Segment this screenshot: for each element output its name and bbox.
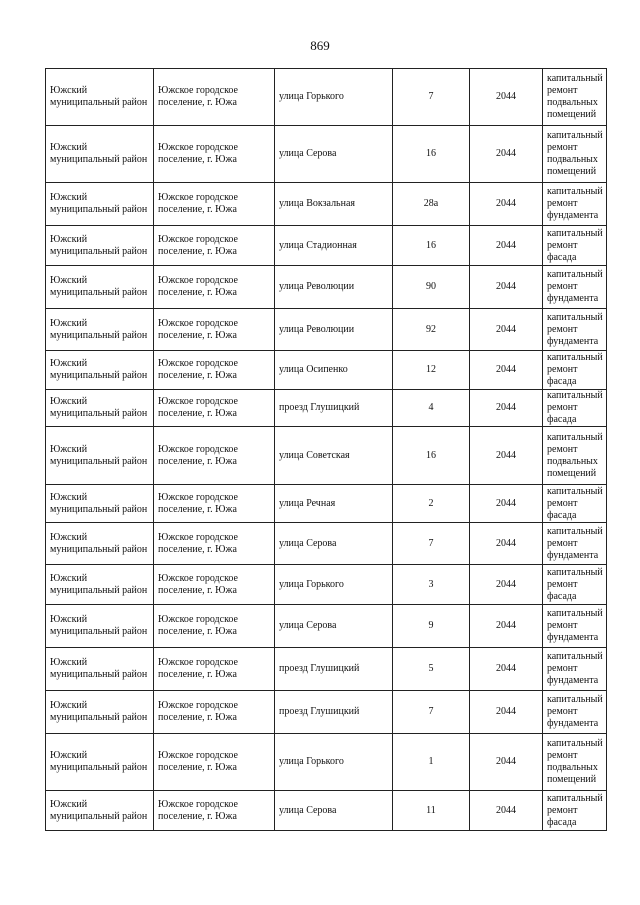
year-cell: 2044 (470, 691, 543, 734)
house-number-cell: 1 (393, 734, 470, 791)
year-cell: 2044 (470, 734, 543, 791)
table-row (46, 390, 607, 427)
house-number-cell: 3 (393, 565, 470, 605)
district-cell: Южский муниципальный район (46, 691, 154, 734)
street-cell: улица Горького (275, 69, 393, 126)
house-number-cell: 11 (393, 791, 470, 831)
table-row (46, 351, 607, 390)
year-cell: 2044 (470, 523, 543, 565)
work-type-cell: капитальный ремонт фасада (543, 226, 607, 266)
table-row (46, 605, 607, 648)
house-number-cell: 16 (393, 226, 470, 266)
district-cell: Южский муниципальный район (46, 69, 154, 126)
street-cell: проезд Глушицкий (275, 648, 393, 691)
district-cell: Южский муниципальный район (46, 485, 154, 523)
street-cell: улица Горького (275, 565, 393, 605)
work-type-cell: капитальный ремонт подвальных помещений (543, 427, 607, 485)
work-type-cell: капитальный ремонт подвальных помещений (543, 734, 607, 791)
settlement-cell: Южское городское поселение, г. Южа (154, 605, 275, 648)
year-cell: 2044 (470, 605, 543, 648)
table-row (46, 734, 607, 791)
work-type-cell: капитальный ремонт фасада (543, 565, 607, 605)
street-cell: проезд Глушицкий (275, 390, 393, 427)
street-cell: улица Революции (275, 266, 393, 309)
work-type-cell: капитальный ремонт подвальных помещений (543, 69, 607, 126)
street-cell: улица Осипенко (275, 351, 393, 390)
district-cell: Южский муниципальный район (46, 427, 154, 485)
work-type-cell: капитальный ремонт фасада (543, 485, 607, 523)
year-cell: 2044 (470, 226, 543, 266)
year-cell: 2044 (470, 183, 543, 226)
table-row (46, 427, 607, 485)
settlement-cell: Южское городское поселение, г. Южа (154, 126, 275, 183)
house-number-cell: 5 (393, 648, 470, 691)
house-number-cell: 7 (393, 523, 470, 565)
settlement-cell: Южское городское поселение, г. Южа (154, 523, 275, 565)
house-number-cell: 16 (393, 427, 470, 485)
street-cell: улица Серова (275, 791, 393, 831)
settlement-cell: Южское городское поселение, г. Южа (154, 69, 275, 126)
work-type-cell: капитальный ремонт фундамента (543, 523, 607, 565)
table-row (46, 485, 607, 523)
work-type-cell: капитальный ремонт фундамента (543, 691, 607, 734)
table-row (46, 648, 607, 691)
house-number-cell: 4 (393, 390, 470, 427)
street-cell: улица Вокзальная (275, 183, 393, 226)
settlement-cell: Южское городское поселение, г. Южа (154, 485, 275, 523)
district-cell: Южский муниципальный район (46, 309, 154, 351)
year-cell: 2044 (470, 485, 543, 523)
street-cell: улица Серова (275, 605, 393, 648)
table-row (46, 523, 607, 565)
work-type-cell: капитальный ремонт фундамента (543, 266, 607, 309)
year-cell: 2044 (470, 266, 543, 309)
district-cell: Южский муниципальный район (46, 266, 154, 309)
street-cell: улица Серова (275, 523, 393, 565)
settlement-cell: Южское городское поселение, г. Южа (154, 791, 275, 831)
settlement-cell: Южское городское поселение, г. Южа (154, 351, 275, 390)
work-type-cell: капитальный ремонт фасада (543, 390, 607, 427)
table-row (46, 266, 607, 309)
district-cell: Южский муниципальный район (46, 390, 154, 427)
district-cell: Южский муниципальный район (46, 734, 154, 791)
settlement-cell: Южское городское поселение, г. Южа (154, 648, 275, 691)
street-cell: улица Стадионная (275, 226, 393, 266)
year-cell: 2044 (470, 351, 543, 390)
table-row (46, 691, 607, 734)
year-cell: 2044 (470, 648, 543, 691)
page-number: 869 (310, 38, 330, 53)
district-cell: Южский муниципальный район (46, 605, 154, 648)
house-number-cell: 28а (393, 183, 470, 226)
settlement-cell: Южское городское поселение, г. Южа (154, 427, 275, 485)
year-cell: 2044 (470, 126, 543, 183)
table-row (46, 226, 607, 266)
table-row (46, 791, 607, 831)
table-row (46, 183, 607, 226)
district-cell: Южский муниципальный район (46, 565, 154, 605)
settlement-cell: Южское городское поселение, г. Южа (154, 266, 275, 309)
work-type-cell: капитальный ремонт фундамента (543, 648, 607, 691)
settlement-cell: Южское городское поселение, г. Южа (154, 734, 275, 791)
table-row (46, 309, 607, 351)
year-cell: 2044 (470, 427, 543, 485)
district-cell: Южский муниципальный район (46, 523, 154, 565)
house-number-cell: 7 (393, 691, 470, 734)
repair-schedule-table (45, 68, 607, 831)
table-body (46, 69, 607, 831)
work-type-cell: капитальный ремонт фундамента (543, 183, 607, 226)
table-row (46, 565, 607, 605)
street-cell: улица Серова (275, 126, 393, 183)
house-number-cell: 90 (393, 266, 470, 309)
house-number-cell: 16 (393, 126, 470, 183)
year-cell: 2044 (470, 565, 543, 605)
street-cell: улица Горького (275, 734, 393, 791)
district-cell: Южский муниципальный район (46, 351, 154, 390)
settlement-cell: Южское городское поселение, г. Южа (154, 226, 275, 266)
year-cell: 2044 (470, 309, 543, 351)
house-number-cell: 12 (393, 351, 470, 390)
street-cell: улица Речная (275, 485, 393, 523)
settlement-cell: Южское городское поселение, г. Южа (154, 183, 275, 226)
settlement-cell: Южское городское поселение, г. Южа (154, 565, 275, 605)
settlement-cell: Южское городское поселение, г. Южа (154, 309, 275, 351)
work-type-cell: капитальный ремонт фасада (543, 791, 607, 831)
district-cell: Южский муниципальный район (46, 648, 154, 691)
house-number-cell: 7 (393, 69, 470, 126)
table-row (46, 126, 607, 183)
district-cell: Южский муниципальный район (46, 183, 154, 226)
street-cell: проезд Глушицкий (275, 691, 393, 734)
settlement-cell: Южское городское поселение, г. Южа (154, 691, 275, 734)
settlement-cell: Южское городское поселение, г. Южа (154, 390, 275, 427)
district-cell: Южский муниципальный район (46, 226, 154, 266)
table-row (46, 69, 607, 126)
district-cell: Южский муниципальный район (46, 126, 154, 183)
year-cell: 2044 (470, 69, 543, 126)
house-number-cell: 92 (393, 309, 470, 351)
street-cell: улица Советская (275, 427, 393, 485)
work-type-cell: капитальный ремонт подвальных помещений (543, 126, 607, 183)
house-number-cell: 9 (393, 605, 470, 648)
work-type-cell: капитальный ремонт фасада (543, 351, 607, 390)
year-cell: 2044 (470, 791, 543, 831)
year-cell: 2044 (470, 390, 543, 427)
work-type-cell: капитальный ремонт фундамента (543, 605, 607, 648)
house-number-cell: 2 (393, 485, 470, 523)
district-cell: Южский муниципальный район (46, 791, 154, 831)
street-cell: улица Революции (275, 309, 393, 351)
work-type-cell: капитальный ремонт фундамента (543, 309, 607, 351)
